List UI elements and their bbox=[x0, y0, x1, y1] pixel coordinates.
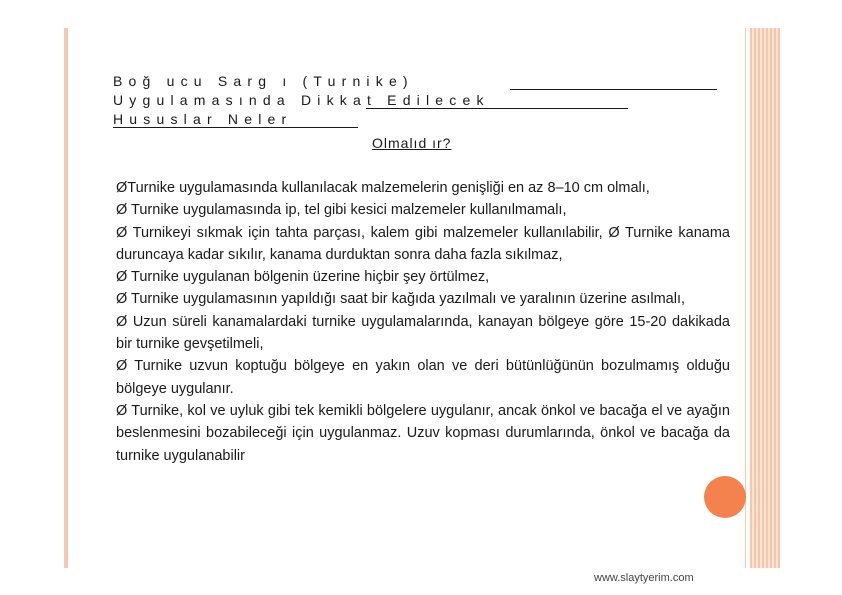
title-line-3: Hususlar Neler bbox=[113, 111, 293, 127]
bullet-item: Ø Uzun süreli kanamalardaki turnike uygulamalarında, kanayan bölgeye göre 15-20 dakikada bir turnike gevşetilmeli, bbox=[116, 313, 730, 353]
left-decorative-stripe bbox=[64, 28, 68, 568]
bullet-item: Ø Turnike uzvun koptuğu bölgeye en yakın olan ve deri bütünlüğünün bozulmamış olduğu bölgeye uygulanır. bbox=[116, 358, 730, 397]
title-underline-3 bbox=[113, 127, 358, 128]
bullet-item: Ø Turnike uygulamasında ip, tel gibi kesici malzemeler kullanılmamalı, bbox=[116, 202, 567, 219]
bullet-item: ØTurnike uygulamasında kullanılacak malzemelerin genişliği en az 8–10 cm olmalı, bbox=[116, 180, 650, 196]
right-decorative-line bbox=[745, 28, 746, 568]
bullet-item: Ø Turnike uygulanan bölgenin üzerine hiçbir şey örtülmez, bbox=[116, 269, 490, 286]
slide-title bbox=[113, 71, 723, 128]
bullet-item: Ø Turnike uygulamasının yapıldığı saat bir kağıda yazılmalı ve yaralının üzerine asılmalı, bbox=[116, 291, 685, 308]
accent-circle bbox=[704, 476, 746, 518]
title-line-1: Boğ ucu Sarg ı (Turnike) bbox=[113, 73, 414, 89]
bullet-item: Ø Turnikeyi sıkmak için tahta parçası, kalem gibi malzemeler kullanılabilir, Ø Turnike kanama duruncaya kadar sıkılır, kanama durduktan sonra daha fazla sıkılmaz, bbox=[116, 224, 730, 263]
title-line-2: Uygulamasında Dikkat Edilecek bbox=[113, 92, 490, 108]
footer-website: www.slaytyerim.com bbox=[594, 572, 694, 584]
slide-subtitle: Olmalıd ır? bbox=[372, 135, 452, 151]
title-underline-2 bbox=[366, 108, 628, 109]
bullet-item: Ø Turnike, kol ve uyluk gibi tek kemikli bölgelere uygulanır, ancak önkol ve bacağa el ve ayağın beslenmesini bozabileceği için uygulanmaz. Uzuv kopması durumlarında, önkol ve bacağa da turnike uygulanabilir bbox=[116, 402, 730, 464]
bullet-list bbox=[116, 177, 730, 467]
title-underline-1 bbox=[510, 89, 717, 90]
right-decorative-band bbox=[750, 28, 780, 568]
